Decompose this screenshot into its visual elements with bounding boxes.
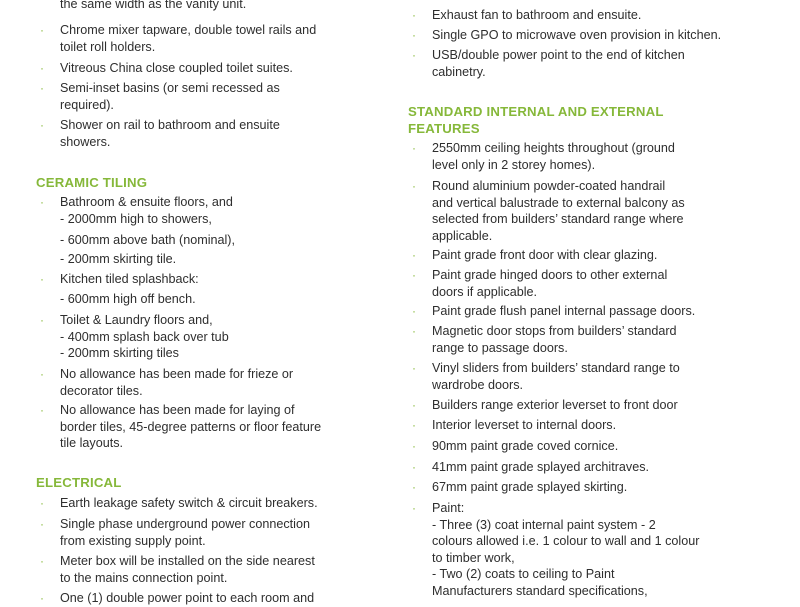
list-item-text: colours allowed i.e. 1 colour to wall and 1 colour	[432, 534, 700, 549]
list-item	[36, 194, 386, 227]
list-item	[408, 267, 764, 300]
list-item-text: USB/double power point to the end of kitchen	[432, 48, 685, 62]
list-item-text: Magnetic door stops from builders’ standard	[432, 324, 677, 338]
list-item	[36, 590, 386, 607]
bullet-dot-icon: ·	[412, 398, 416, 412]
list-item-text: 2550mm ceiling heights throughout (ground	[432, 141, 675, 155]
list-item-text: Earth leakage safety switch & circuit breakers.	[60, 496, 318, 510]
list-item-text: from existing supply point.	[60, 533, 206, 548]
bullet-dot-icon: ·	[412, 480, 416, 494]
list-item	[408, 479, 764, 496]
bullet-dot-icon: ·	[40, 118, 44, 132]
list-item-text: - Three (3) coat internal paint system - 2	[432, 517, 656, 532]
list-item-text: cabinetry.	[432, 64, 486, 79]
list-item	[408, 438, 764, 455]
list-item-text: tile layouts.	[60, 436, 123, 451]
list-item-text: - 600mm above bath (nominal),	[60, 233, 235, 247]
list-item-text: Paint grade front door with clear glazing.	[432, 248, 658, 262]
list-item	[36, 402, 386, 452]
list-item	[36, 312, 386, 362]
list-item-text: Kitchen tiled splashback:	[60, 272, 199, 286]
list-item	[36, 22, 386, 55]
heading-line: STANDARD INTERNAL AND EXTERNAL	[408, 104, 664, 119]
bullet-dot-icon: ·	[412, 48, 416, 62]
list-item	[36, 60, 386, 77]
list-item	[36, 495, 386, 512]
list-item-text: Manufacturers standard specifications,	[432, 583, 648, 598]
list-item	[408, 140, 764, 173]
list-item-text: Chrome mixer tapware, double towel rails and	[60, 23, 317, 37]
bullet-dot-icon: ·	[412, 8, 416, 22]
bullet-dot-icon: ·	[412, 28, 416, 42]
bullet-dot-icon: ·	[412, 248, 416, 262]
bullet-dot-icon: ·	[40, 61, 44, 75]
list-item-text: Meter box will be installed on the side nearest	[60, 554, 315, 568]
list-item-text: and vertical balustrade to external balcony as	[432, 195, 685, 210]
list-item	[408, 323, 764, 356]
bullet-dot-icon: ·	[412, 361, 416, 375]
list-item-text: - 2000mm high to showers,	[60, 211, 212, 226]
list-item	[36, 291, 386, 308]
list-item-text: Vitreous China close coupled toilet suites.	[60, 61, 293, 75]
bullet-dot-icon: ·	[412, 501, 416, 515]
list-item	[36, 516, 386, 549]
list-item-text: range to passage doors.	[432, 340, 568, 355]
bullet-dot-icon: ·	[412, 439, 416, 453]
list-item-text: 41mm paint grade splayed architraves.	[432, 460, 650, 474]
bullet-dot-icon: ·	[40, 517, 44, 531]
list-item	[408, 178, 764, 244]
bullet-dot-icon: ·	[40, 272, 44, 286]
bullet-dot-icon: ·	[40, 313, 44, 327]
list-item	[36, 366, 386, 399]
list-item	[408, 459, 764, 476]
list-item-text: Paint:	[432, 501, 465, 515]
list-item-text: Toilet & Laundry floors and,	[60, 313, 213, 327]
list-item-text: Paint grade hinged doors to other external	[432, 268, 668, 282]
bullet-dot-icon: ·	[412, 460, 416, 474]
list-item-text: level only in 2 storey homes).	[432, 157, 596, 172]
list-item	[36, 80, 386, 113]
bullet-dot-icon: ·	[412, 418, 416, 432]
list-item	[408, 360, 764, 393]
bullet-dot-icon: ·	[412, 324, 416, 338]
list-item-text: the same width as the vanity unit.	[60, 0, 247, 11]
bullet-dot-icon: ·	[412, 179, 416, 193]
list-item-text: selected from builders’ standard range where	[432, 212, 684, 227]
list-item-text: Single GPO to microwave oven provision in kitchen.	[432, 28, 722, 42]
bullet-dot-icon: ·	[40, 367, 44, 381]
bullet-dot-icon: ·	[40, 554, 44, 568]
list-item	[36, 0, 386, 13]
list-item-text: - Two (2) coats to ceiling to Paint	[432, 567, 615, 582]
list-item-text: Vinyl sliders from builders’ standard range to	[432, 361, 680, 375]
bullet-dot-icon: ·	[412, 141, 416, 155]
list-item	[408, 397, 764, 414]
list-item	[36, 117, 386, 150]
list-item-text: required).	[60, 97, 114, 112]
bullet-dot-icon: ·	[40, 496, 44, 510]
bullet-dot-icon: ·	[412, 304, 416, 318]
list-item	[408, 247, 764, 264]
list-item-text: No allowance has been made for frieze or	[60, 367, 294, 381]
list-item-text: Paint grade flush panel internal passage doors.	[432, 304, 696, 318]
bullet-dot-icon: ·	[40, 81, 44, 95]
list-item	[408, 47, 764, 80]
list-item	[408, 417, 764, 434]
list-item	[36, 232, 386, 249]
electrical-heading: ELECTRICAL	[36, 475, 122, 490]
list-item	[408, 27, 764, 44]
list-item-text: wardrobe doors.	[432, 377, 524, 392]
list-item-text: doors if applicable.	[432, 284, 538, 299]
internal-external-features-heading	[408, 103, 664, 137]
list-item-text: - 200mm skirting tile.	[60, 252, 177, 266]
list-item-text: One (1) double power point to each room and	[60, 591, 315, 605]
list-item-text: to timber work,	[432, 550, 515, 565]
list-item-text: - 200mm skirting tiles	[60, 346, 179, 361]
list-item	[36, 251, 386, 268]
list-item-text: border tiles, 45-degree patterns or floor feature	[60, 419, 322, 434]
list-item-text: Bathroom & ensuite floors, and	[60, 195, 233, 209]
list-item-text: 90mm paint grade coved cornice.	[432, 439, 619, 453]
list-item-text: - 400mm splash back over tub	[60, 329, 229, 344]
heading-line: FEATURES	[408, 121, 480, 136]
bullet-dot-icon: ·	[40, 403, 44, 417]
list-item-text: - 600mm high off bench.	[60, 292, 196, 306]
list-item-text: Exhaust fan to bathroom and ensuite.	[432, 8, 642, 22]
list-item	[36, 271, 386, 288]
list-item-text: toilet roll holders.	[60, 39, 156, 54]
list-item-text: Semi-inset basins (or semi recessed as	[60, 81, 280, 95]
list-item-text: showers.	[60, 134, 111, 149]
bullet-dot-icon: ·	[40, 23, 44, 37]
list-item	[36, 553, 386, 586]
list-item-text: Interior leverset to internal doors.	[432, 418, 617, 432]
list-item-text: No allowance has been made for laying of	[60, 403, 295, 417]
bullet-dot-icon: ·	[40, 591, 44, 605]
list-item	[408, 7, 764, 24]
bullet-dot-icon: ·	[412, 268, 416, 282]
list-item-text: Round aluminium powder-coated handrail	[432, 179, 666, 193]
list-item-text: 67mm paint grade splayed skirting.	[432, 480, 628, 494]
bullet-dot-icon: ·	[40, 195, 44, 209]
ceramic-tiling-heading: CERAMIC TILING	[36, 175, 148, 190]
list-item-text: decorator tiles.	[60, 383, 143, 398]
list-item-text: Single phase underground power connection	[60, 517, 310, 531]
list-item-text: Builders range exterior leverset to front door	[432, 398, 678, 412]
list-item-text: Shower on rail to bathroom and ensuite	[60, 118, 280, 132]
list-item	[408, 500, 764, 600]
list-item	[408, 303, 764, 320]
list-item-text: applicable.	[432, 228, 493, 243]
list-item-text: to the mains connection point.	[60, 570, 228, 585]
